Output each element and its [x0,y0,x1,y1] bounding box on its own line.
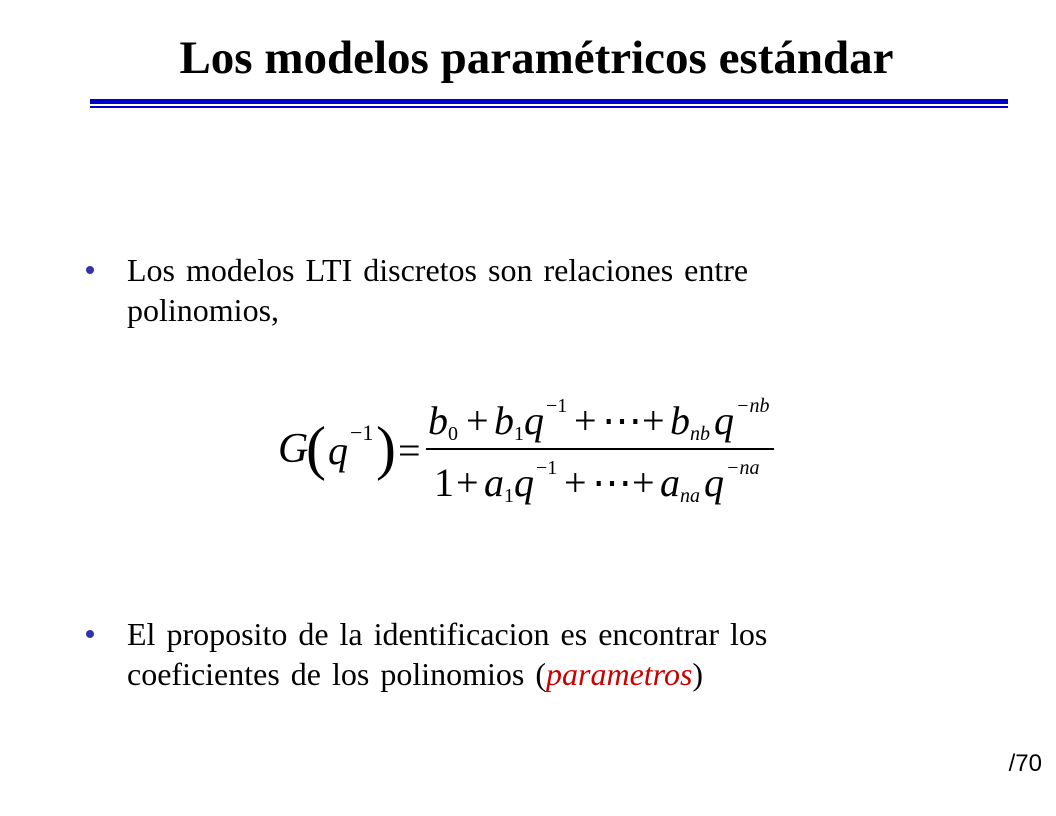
den-term-n-sub: na [680,485,700,507]
formula-lhs-arg: q [328,428,348,473]
den-term-n: a [660,460,680,505]
page-number: /70 [1008,750,1042,777]
den-term-1-exp: −1 [536,457,558,479]
num-term-n-sub: nb [690,423,710,445]
den-term-1: a [484,460,504,505]
den-plus-1: + [456,460,479,505]
num-term-0-sub: 0 [448,423,458,445]
num-term-1: b [494,398,514,443]
den-term-0: 1 [434,460,454,505]
num-dots: ⋯ [602,398,642,443]
num-term-n-exp: −nb [736,395,770,417]
formula-lhs-function: G [278,426,309,472]
den-plus-2: + [564,460,587,505]
bullet-text-2 [127,614,947,694]
num-term-n-var: q [714,398,734,443]
num-term-1-var: q [524,398,544,443]
den-term-n-var: q [704,460,724,505]
bullet-2-line-2-suffix: ) [692,656,704,692]
formula-left-paren: ( [306,415,326,481]
num-term-n: b [670,398,690,443]
formula-numerator [428,395,770,445]
bullet-icon [86,630,94,638]
num-term-0: b [428,398,448,443]
formula-lhs-exp: −1 [350,420,374,445]
bullet-2-line-2 [127,654,947,694]
formula-denominator [434,457,760,507]
bullet-icon [86,266,94,274]
den-term-1-sub: 1 [504,485,514,507]
bullet-2-line-1: El proposito de la identificacion es encontrar los [127,616,768,652]
num-term-1-sub: 1 [514,423,524,445]
num-plus-2: + [574,398,597,443]
den-plus-3: + [632,460,655,505]
highlight-parametros: parametros [546,656,693,692]
formula-right-paren: ) [376,415,396,481]
num-term-1-exp: −1 [546,395,568,417]
den-term-1-var: q [514,460,534,505]
bullet-text-1 [127,250,947,330]
formula-equals: = [398,428,421,473]
num-plus-3: + [642,398,665,443]
transfer-function-formula [276,388,786,508]
title-rule-thick [90,99,1008,104]
den-term-n-exp: −na [726,457,760,479]
bullet-2-line-2-prefix: coeficientes de los polinomios ( [127,656,547,692]
num-plus-1: + [466,398,489,443]
slide-title: Los modelos paramétricos estándar [179,32,894,84]
bullet-1-line-1: Los modelos LTI discretos son relaciones entre [127,252,749,288]
den-dots: ⋯ [592,460,632,505]
bullet-1-line-2: polinomios, [127,292,280,328]
title-rule-thin [90,106,1008,108]
